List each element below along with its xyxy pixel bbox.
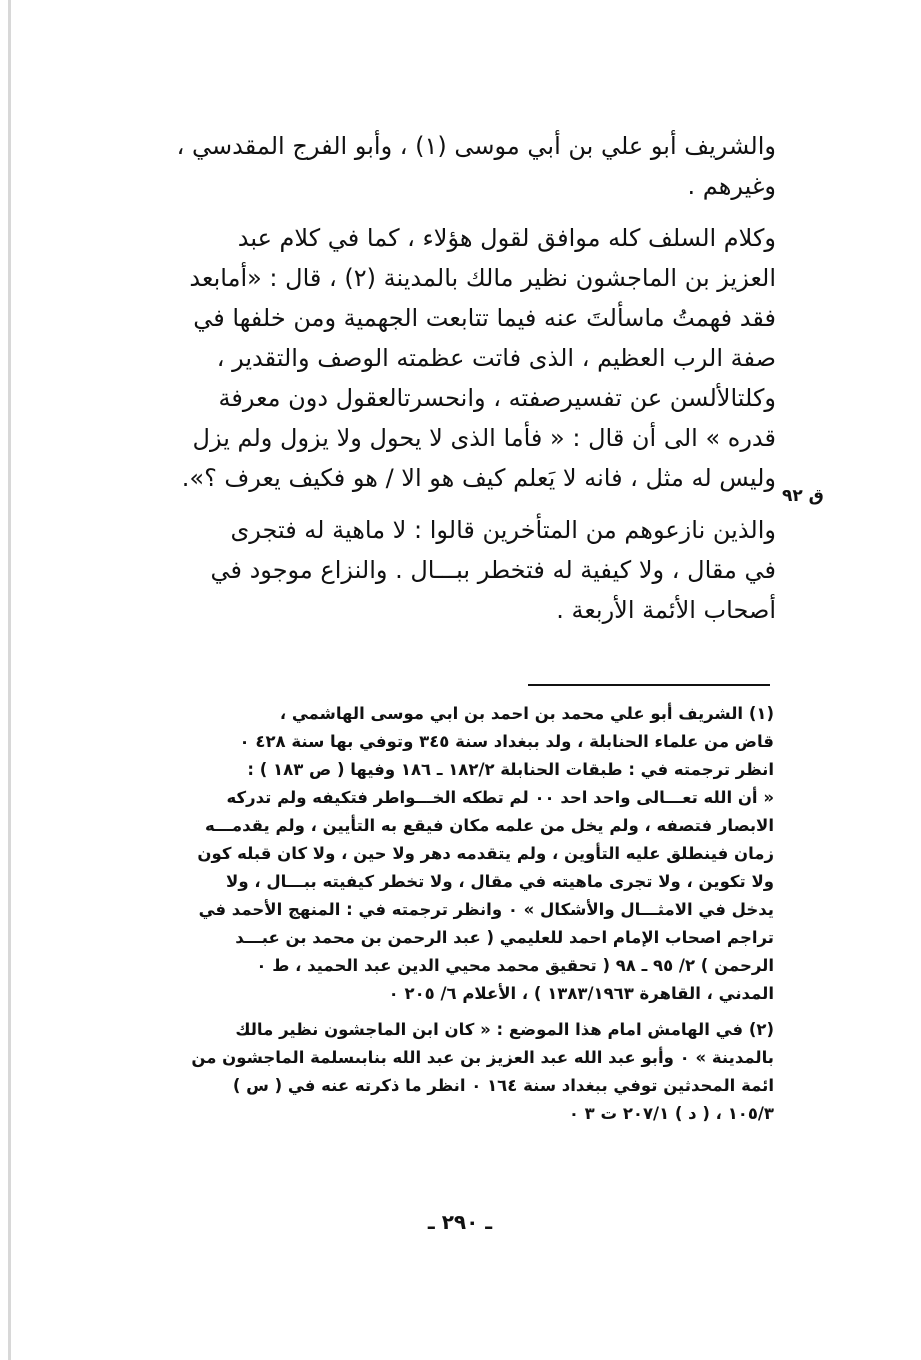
footnote-line: يدخل في الامثـــال والأشكال » ٠ وانظر ترجمته في : المنهج الأحمد في bbox=[198, 900, 774, 919]
page-edge bbox=[8, 0, 11, 1360]
text-line: وليس له مثل ، فانه لا يَعلم كيف هو الا / هو فكيف يعرف ؟». bbox=[181, 464, 776, 492]
footnote-line: ولا تكوين ، ولا تجرى ماهيته في مقال ، ولا تخطر كيفيته ببـــال ، ولا bbox=[226, 872, 774, 891]
footnote-line: الرحمن ) ٢/ ٩٥ ـ ٩٨ ( تحقيق محمد محيي الدين عبد الحميد ، ط ٠ bbox=[256, 956, 774, 975]
paragraph-1 bbox=[126, 126, 776, 206]
text-line: العزيز بن الماجشون نظير مالك بالمدينة (٢) ، قال : «أمابعد bbox=[189, 264, 776, 292]
footnote-separator bbox=[528, 684, 770, 686]
text-line: وكلتالألسن عن تفسيرصفته ، وانحسرتالعقول دون معرفة bbox=[218, 384, 776, 412]
footnote-line: انظر ترجمته في : طبقات الحنابلة ١٨٢/٢ ـ ١٨٦ وفيها ( ص ١٨٣ ) : bbox=[247, 760, 774, 779]
footnote-line: ائمة المحدثين توفي ببغداد سنة ١٦٤ ٠ انظر ما ذكرته عنه في ( س ) bbox=[232, 1076, 774, 1095]
footnote-line: تراجم اصحاب الإمام احمد للعليمي ( عبد الرحمن بن محمد بن عبـــد bbox=[235, 928, 774, 947]
footnote-line: « أن الله تعـــالى واحد احد ٠٠ لم تطكه الخـــواطر فتكيفه ولم تدركه bbox=[226, 788, 774, 807]
footnote-line: قاض من علماء الحنابلة ، ولد ببغداد سنة ٣٤٥ وتوفي بها سنة ٤٢٨ ٠ bbox=[239, 732, 774, 751]
text-line: في مقال ، ولا كيفية له فتخطر ببـــال . والنزاع موجود في bbox=[210, 556, 776, 584]
footnote-line: المدني ، القاهرة ١٣٨٣/١٩٦٣ ) ، الأعلام ٦/ ٢٠٥ ٠ bbox=[388, 984, 774, 1003]
manuscript-folio-marker: ق ٩٢ bbox=[782, 486, 824, 506]
paragraph-3 bbox=[126, 510, 776, 630]
text-line: فقد فهمتُ ماسألتَ عنه فيما تتابعت الجهمية ومن خلفها في bbox=[193, 304, 776, 332]
paragraph-2 bbox=[126, 218, 776, 498]
text-line: وكلام السلف كله موافق لقول هؤلاء ، كما في كلام عبد bbox=[237, 224, 776, 252]
footnote-1 bbox=[124, 700, 774, 1008]
footnote-2 bbox=[124, 1016, 774, 1128]
footnotes bbox=[124, 700, 774, 1136]
footnote-line: زمان فينطلق عليه التأوين ، ولم يتقدمه دهر ولا حين ، ولا كان قبله كون bbox=[197, 844, 774, 863]
text-line: أصحاب الأئمة الأربعة . bbox=[556, 596, 776, 624]
page-number: ـ ٢٩٠ ـ bbox=[427, 1210, 493, 1234]
text-line: قدره » الى أن قال : « فأما الذى لا يحول ولا يزول ولم يزل bbox=[192, 424, 776, 452]
text-line: صفة الرب العظيم ، الذى فاتت عظمته الوصف والتقدير ، bbox=[216, 344, 776, 372]
main-text bbox=[126, 126, 776, 642]
text-line: وغيرهم . bbox=[687, 172, 776, 200]
footnote-line: ١٠٥/٣ ، ( د ) ٢٠٧/١ ت ٣ ٠ bbox=[568, 1104, 774, 1123]
footnote-line: (٢) في الهامش امام هذا الموضع : « كان ابن الماجشون نظير مالك bbox=[235, 1020, 774, 1039]
text-line: والذين نازعوهم من المتأخرين قالوا : لا ماهية له فتجرى bbox=[230, 516, 776, 544]
footnote-line: (١) الشريف أبو علي محمد بن احمد بن ابي موسى الهاشمي ، bbox=[279, 704, 774, 723]
text-line: والشريف أبو علي بن أبي موسى (١) ، وأبو الفرج المقدسي ، bbox=[176, 132, 776, 160]
footnote-line: الابصار فتصفه ، ولم يخل من علمه مكان فيقع به التأيين ، ولم يقدمـــه bbox=[204, 816, 774, 835]
footnote-line: بالمدينة » ٠ وأبو عبد الله عبد العزيز بن عبد الله بنابىسلمة الماجشون من bbox=[191, 1048, 774, 1067]
